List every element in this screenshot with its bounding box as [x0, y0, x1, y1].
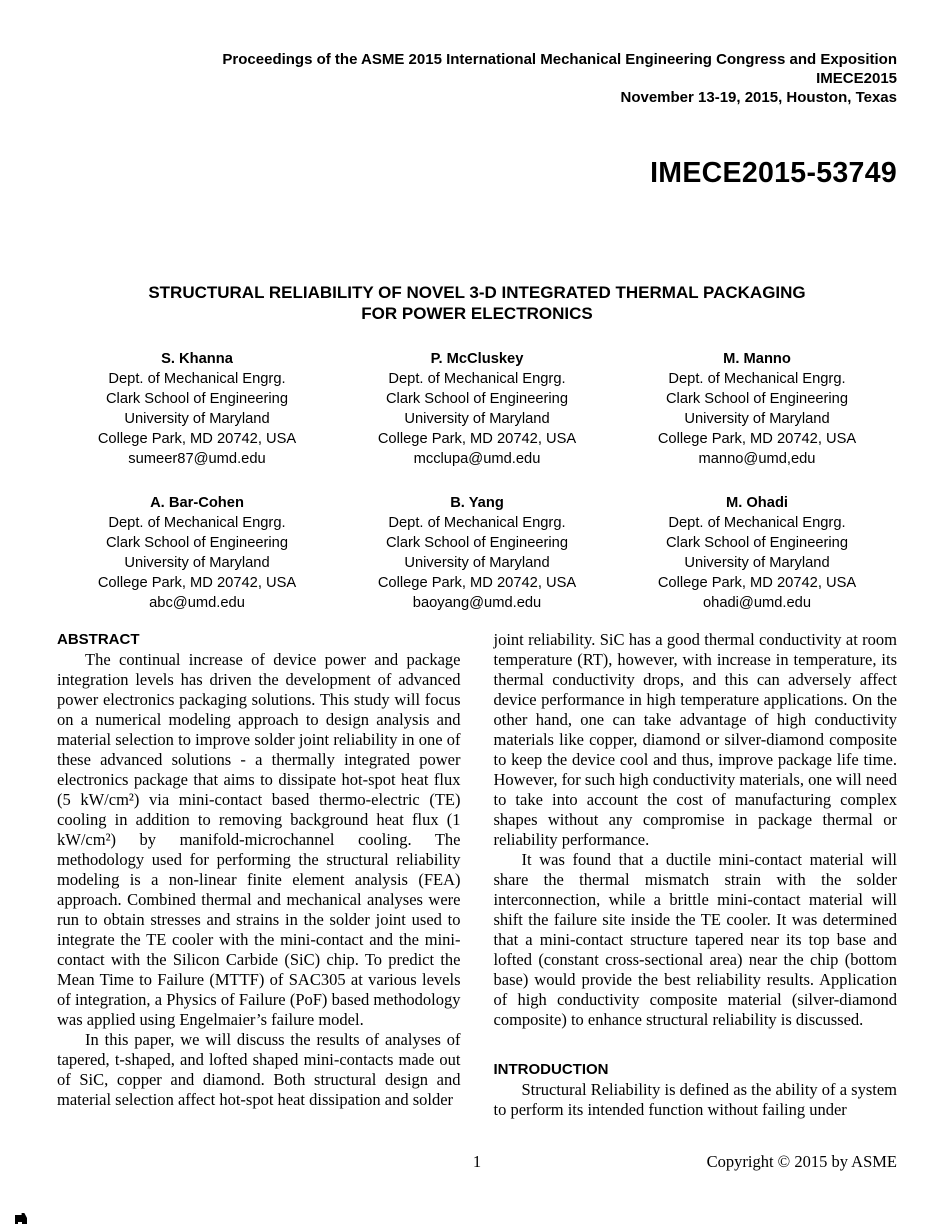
author-address: College Park, MD 20742, USA: [377, 431, 577, 447]
author-dept: Dept. of Mechanical Engrg.: [668, 371, 846, 387]
copyright-notice: Copyright © 2015 by ASME: [706, 1152, 897, 1171]
abstract-paragraph-2: In this paper, we will discuss the results of analyses of tapered, t-shaped, and lofted shaped mini-contacts made out of SiC, copper and diamond. Both structural design and material selection affect hot-spot heat dissipation and solder: [57, 1030, 461, 1109]
left-column: [57, 630, 461, 1120]
author-block-manno: [617, 349, 897, 469]
authors-grid: [57, 349, 897, 613]
author-university: University of Maryland: [684, 555, 830, 571]
author-dept: Dept. of Mechanical Engrg.: [388, 371, 566, 387]
author-name: A. Bar-Cohen: [150, 495, 244, 511]
body-text: [57, 630, 897, 1120]
paper-title: [57, 282, 897, 324]
author-school: Clark School of Engineering: [385, 391, 569, 407]
author-address: College Park, MD 20742, USA: [97, 431, 297, 447]
author-school: Clark School of Engineering: [665, 391, 849, 407]
author-dept: Dept. of Mechanical Engrg.: [668, 515, 846, 531]
author-school: Clark School of Engineering: [105, 391, 289, 407]
introduction-heading: INTRODUCTION: [493, 1061, 609, 1078]
author-email: manno@umd,edu: [698, 451, 816, 467]
abstract-paragraph-3: It was found that a ductile mini-contact material will share the thermal mismatch strain with the solder interconnection, while a brittle mini-contact material will shift the failure site inside the TE cooler. It was determined that a mini-contact structure tapered near its top base and lofted (constant cross-sectional area) near the chip (bottom base) would provide the best reliability results. Application of high conductivity composite material (silver-diamond composite) to enhance structural reliability is discussed.: [493, 850, 897, 1029]
author-email: baoyang@umd.edu: [412, 595, 542, 611]
author-dept: Dept. of Mechanical Engrg.: [108, 371, 286, 387]
abstract-heading: ABSTRACT: [57, 631, 140, 648]
author-email: mcclupa@umd.edu: [413, 451, 541, 467]
author-dept: Dept. of Mechanical Engrg.: [388, 515, 566, 531]
right-column: [494, 630, 898, 1120]
author-school: Clark School of Engineering: [385, 535, 569, 551]
author-name: P. McCluskey: [430, 351, 524, 367]
author-dept: Dept. of Mechanical Engrg.: [108, 515, 286, 531]
author-university: University of Maryland: [124, 555, 270, 571]
page-number: 1: [472, 1152, 482, 1171]
introduction-paragraph-1: Structural Reliability is defined as the ability of a system to perform its intended function without failing under: [493, 1080, 897, 1119]
paper-number: IMECE2015-53749: [650, 157, 897, 189]
author-block-mccluskey: [337, 349, 617, 469]
author-university: University of Maryland: [684, 411, 830, 427]
page-footer: [57, 1152, 897, 1174]
proceedings-line: Proceedings of the ASME 2015 International Mechanical Engineering Congress and Exposition: [222, 51, 897, 68]
conference-date-location: November 13-19, 2015, Houston, Texas: [620, 89, 897, 106]
author-university: University of Maryland: [404, 555, 550, 571]
scan-artifact-icon: [15, 1213, 27, 1224]
abstract-continuation-paragraph: joint reliability. SiC has a good thermal conductivity at room temperature (RT), however, with increase in temperature, its thermal conductivity drops, and this can adversely affect device performance in high temperature applications. On the other hand, one can take advantage of high conductivity materials like copper, diamond or silver-diamond composite to keep the device cool and thus, improve package life time. However, for such high conductivity materials, one will need to take into account the cost of manufacturing complex shapes without any compromise in package thermal or reliability performance.: [493, 630, 897, 849]
author-address: College Park, MD 20742, USA: [377, 575, 577, 591]
author-university: University of Maryland: [124, 411, 270, 427]
author-email: ohadi@umd.edu: [702, 595, 811, 611]
author-name: B. Yang: [450, 495, 504, 511]
author-address: College Park, MD 20742, USA: [657, 575, 857, 591]
author-name: M. Manno: [723, 351, 791, 367]
author-name: M. Ohadi: [725, 495, 788, 511]
author-email: abc@umd.edu: [149, 595, 245, 611]
author-school: Clark School of Engineering: [105, 535, 289, 551]
proceedings-header: [57, 50, 897, 107]
author-address: College Park, MD 20742, USA: [97, 575, 297, 591]
paper-title-line1: STRUCTURAL RELIABILITY OF NOVEL 3-D INTEGRATED THERMAL PACKAGING: [148, 283, 806, 302]
author-block-barcohen: [57, 493, 337, 613]
author-address: College Park, MD 20742, USA: [657, 431, 857, 447]
author-block-yang: [337, 493, 617, 613]
abstract-paragraph-1: The continual increase of device power and package integration levels has driven the development of advanced power electronics packaging solutions. This study will focus on a numerical modeling approach to design analysis and material selection to improve solder joint reliability in one of these advanced solutions - a thermally integrated power electronics package that aims to dissipate hot-spot heat flux (5 kW/cm²) via mini-contact based thermo-electric (TE) cooling in addition to removing background heat flux (1 kW/cm²) by manifold-microchannel cooling. The methodology used for performing the structural reliability modeling is a non-linear finite element analysis (FEA) approach. Combined thermal and mechanical analyses were run to obtain stresses and strains in the solder joint used to integrate the TE cooler with the mini-contact and the mini-contact with the Silicon Carbide (SiC) chip. To predict the Mean Time to Failure (MTTF) of SAC305 at various levels of integration, a Physics of Failure (PoF) based methodology was applied using Engelmaier’s failure model.: [57, 650, 461, 1029]
author-block-ohadi: [617, 493, 897, 613]
paper-title-line2: FOR POWER ELECTRONICS: [361, 304, 593, 323]
author-block-khanna: [57, 349, 337, 469]
author-email: sumeer87@umd.edu: [128, 451, 266, 467]
author-name: S. Khanna: [161, 351, 233, 367]
author-university: University of Maryland: [404, 411, 550, 427]
conference-acronym: IMECE2015: [816, 70, 897, 87]
author-school: Clark School of Engineering: [665, 535, 849, 551]
